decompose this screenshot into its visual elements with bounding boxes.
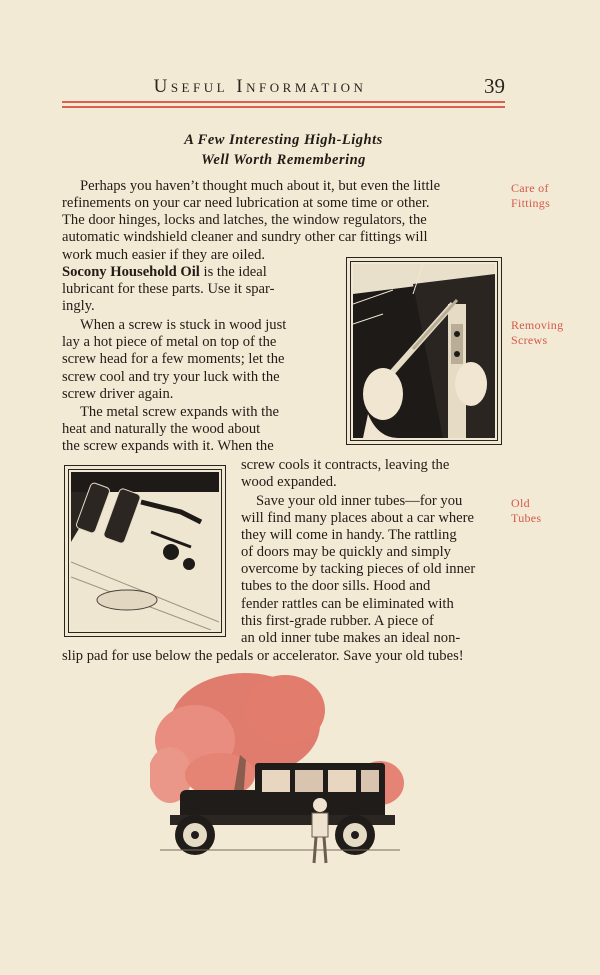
margin-note-line: Old bbox=[511, 496, 530, 510]
article-heading-line1: A Few Interesting High-Lights bbox=[184, 132, 383, 148]
p1-line-4: work much easier if they are oiled. bbox=[62, 247, 266, 263]
p4-line-4: overcome by tacking pieces of old inner bbox=[241, 561, 476, 577]
p1-line-0: Perhaps you haven’t thought much about it, but even the little bbox=[80, 178, 441, 194]
page-number: 39 bbox=[484, 74, 505, 98]
margin-note-line: Care of bbox=[511, 181, 549, 195]
p2-line-4: screw driver again. bbox=[62, 386, 174, 402]
p4-line-8: an old inner tube makes an ideal non- bbox=[241, 630, 461, 646]
article-heading-line2: Well Worth Remembering bbox=[201, 152, 366, 168]
screwdriver-illustration bbox=[346, 257, 502, 445]
p2-line-3: screw cool and try your luck with the bbox=[62, 369, 280, 385]
margin-note-care-of-fittings bbox=[511, 181, 550, 211]
p3-tail-line-0: screw cools it contracts, leaving the bbox=[241, 457, 450, 473]
p4-line-2: they will come in handy. The rattling bbox=[241, 527, 457, 543]
margin-note-line: Fittings bbox=[511, 196, 551, 210]
screwdriver-drawing bbox=[353, 264, 495, 438]
margin-note-line: Screws bbox=[511, 333, 548, 347]
p4-line-1: will find many places about a car where bbox=[241, 510, 475, 526]
p3-tail-line-1: wood expanded. bbox=[241, 474, 337, 490]
p1-line-3: automatic windshield cleaner and sundry other car fittings will bbox=[62, 229, 428, 245]
product-name: Socony Household Oil bbox=[62, 264, 200, 280]
margin-note-line: Removing bbox=[511, 318, 564, 332]
p4-line-0: Save your old inner tubes—for you bbox=[256, 493, 463, 509]
margin-note-removing-screws bbox=[511, 318, 563, 348]
p4-last-line: slip pad for use below the pedals or accelerator. Save your old tubes! bbox=[62, 648, 464, 664]
header-rule-top bbox=[62, 101, 505, 103]
p4-line-5: tubes to the door sills. Hood and bbox=[241, 578, 431, 594]
p1-tail-line-0: lubricant for these parts. Use it spar- bbox=[62, 281, 275, 297]
p2-line-1: lay a hot piece of metal on top of the bbox=[62, 334, 277, 350]
p2-line-2: screw head for a few moments; let the bbox=[62, 351, 285, 367]
p1-tail-line-1: ingly. bbox=[62, 298, 95, 314]
margin-note-old-tubes bbox=[511, 496, 541, 526]
p3-line-0: The metal screw expands with the bbox=[80, 404, 279, 420]
pedals-drawing bbox=[71, 472, 219, 630]
p4-line-6: fender rattles can be eliminated with bbox=[241, 596, 454, 612]
header-rule-bottom bbox=[62, 106, 505, 108]
p3-line-1: heat and naturally the wood about bbox=[62, 421, 261, 437]
running-title: Useful Information bbox=[153, 76, 367, 97]
p1-line-1: refinements on your car need lubrication at some time or other. bbox=[62, 195, 430, 211]
p1-bold-line: Socony Household Oil is the ideal bbox=[62, 264, 267, 280]
p4-line-7: this first-grade rubber. A piece of bbox=[241, 613, 434, 629]
p2-line-0: When a screw is stuck in wood just bbox=[80, 317, 287, 333]
p1-line-2: The door hinges, locks and latches, the window regulators, the bbox=[62, 212, 427, 228]
p4-line-3: of doors may be quickly and simply bbox=[241, 544, 451, 560]
child-figure bbox=[312, 798, 328, 863]
margin-note-line: Tubes bbox=[511, 511, 542, 525]
car-and-tree-illustration bbox=[150, 665, 410, 875]
pedals-illustration bbox=[64, 465, 226, 637]
p3-line-2: the screw expands with it. When the bbox=[62, 438, 274, 454]
